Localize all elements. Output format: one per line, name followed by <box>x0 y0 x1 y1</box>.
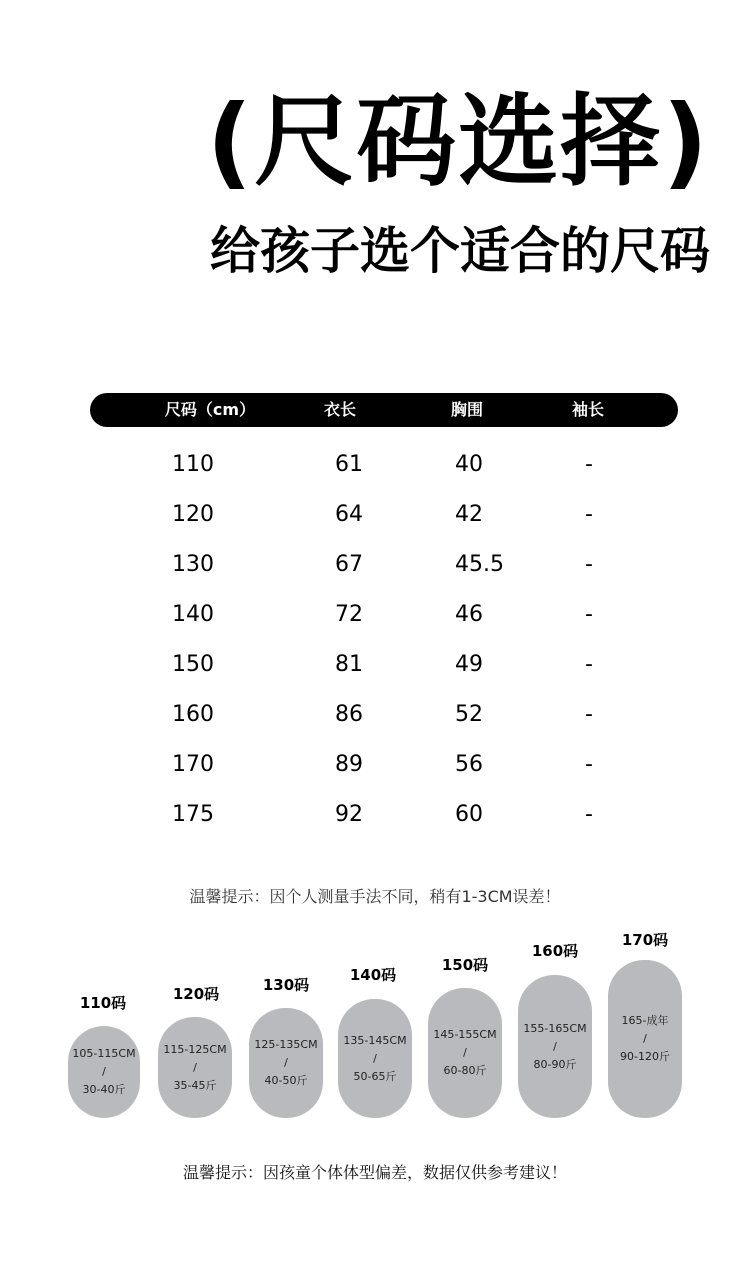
size-bubble <box>68 1026 140 1118</box>
bubble-weight: 80-90斤 <box>533 1057 577 1071</box>
cell-sleeve: - <box>585 702 593 727</box>
cell-size: 140 <box>172 602 214 627</box>
page-subtitle: 给孩子选个适合的尺码 <box>210 222 710 280</box>
cell-length: 86 <box>335 702 363 727</box>
size-bubble <box>608 960 682 1118</box>
table-row <box>0 540 750 590</box>
cell-length: 61 <box>335 452 363 477</box>
cell-length: 64 <box>335 502 363 527</box>
cell-length: 92 <box>335 802 363 827</box>
cell-size: 130 <box>172 552 214 577</box>
bubble-weight: 40-50斤 <box>264 1074 308 1087</box>
bubble-separator: / <box>193 1060 197 1074</box>
bubble-height: 125-135CM <box>254 1038 318 1051</box>
size-bubble <box>158 1017 232 1118</box>
size-label: 140码 <box>349 966 397 984</box>
bubble-height: 135-145CM <box>343 1033 407 1047</box>
header-sleeve: 袖长 <box>571 400 605 419</box>
cell-sleeve: - <box>585 452 593 477</box>
table-row <box>0 490 750 540</box>
table-row <box>0 590 750 640</box>
bubble-height: 165-成年 <box>621 1014 669 1027</box>
bubble-weight: 60-80斤 <box>443 1064 487 1077</box>
size-label: 150码 <box>441 956 489 974</box>
size-bubble <box>249 1008 323 1118</box>
cell-chest: 49 <box>455 652 483 677</box>
cell-chest: 46 <box>455 602 483 627</box>
bubble-separator: / <box>102 1065 106 1078</box>
size-label: 130码 <box>262 976 310 994</box>
cell-sleeve: - <box>585 652 593 677</box>
bubble-separator: / <box>284 1056 288 1069</box>
table-row <box>0 740 750 790</box>
measurement-tip: 温馨提示：因个人测量手法不同，稍有1-3CM误差！ <box>189 887 561 906</box>
header-chest: 胸围 <box>450 400 484 419</box>
bubble-separator: / <box>643 1032 647 1045</box>
header-size: 尺码（cm） <box>164 400 256 419</box>
size-label: 170码 <box>621 931 669 949</box>
cell-size: 160 <box>172 702 214 727</box>
bubble-height: 145-155CM <box>433 1028 497 1041</box>
bubble-separator: / <box>373 1051 377 1065</box>
cell-chest: 60 <box>455 802 483 827</box>
bubble-height: 115-125CM <box>163 1042 227 1056</box>
bubble-weight: 30-40斤 <box>82 1083 126 1096</box>
cell-sleeve: - <box>585 552 593 577</box>
bubble-height: 155-165CM <box>523 1021 587 1035</box>
cell-size: 175 <box>172 802 214 827</box>
size-label: 110码 <box>79 994 127 1012</box>
size-label: 160码 <box>531 942 579 960</box>
cell-length: 81 <box>335 652 363 677</box>
size-bubble <box>518 975 592 1118</box>
table-row <box>0 640 750 690</box>
cell-size: 170 <box>172 752 214 777</box>
cell-chest: 40 <box>455 452 483 477</box>
cell-chest: 52 <box>455 702 483 727</box>
cell-length: 67 <box>335 552 363 577</box>
cell-length: 72 <box>335 602 363 627</box>
cell-chest: 56 <box>455 752 483 777</box>
cell-chest: 45.5 <box>455 552 504 577</box>
bubble-separator: / <box>463 1046 467 1059</box>
body-type-tip: 温馨提示：因孩童个体体型偏差，数据仅供参考建议！ <box>182 1163 567 1182</box>
cell-size: 150 <box>172 652 214 677</box>
bubble-weight: 50-65斤 <box>353 1069 397 1083</box>
table-header <box>90 393 678 427</box>
table-row <box>0 690 750 740</box>
bubble-weight: 35-45斤 <box>173 1078 217 1092</box>
cell-sleeve: - <box>585 802 593 827</box>
cell-size: 120 <box>172 502 214 527</box>
bubble-separator: / <box>553 1039 557 1053</box>
cell-sleeve: - <box>585 752 593 777</box>
cell-chest: 42 <box>455 502 483 527</box>
table-row <box>0 790 750 840</box>
cell-sleeve: - <box>585 602 593 627</box>
header-length: 衣长 <box>323 400 357 419</box>
bubble-height: 105-115CM <box>72 1047 136 1060</box>
bubble-weight: 90-120斤 <box>620 1050 670 1063</box>
table-row <box>0 440 750 490</box>
cell-size: 110 <box>172 452 214 477</box>
size-label: 120码 <box>172 985 220 1003</box>
size-bubble <box>338 999 412 1118</box>
size-bubble <box>428 988 502 1118</box>
cell-length: 89 <box>335 752 363 777</box>
page-title: (尺码选择) <box>206 83 710 200</box>
cell-sleeve: - <box>585 502 593 527</box>
